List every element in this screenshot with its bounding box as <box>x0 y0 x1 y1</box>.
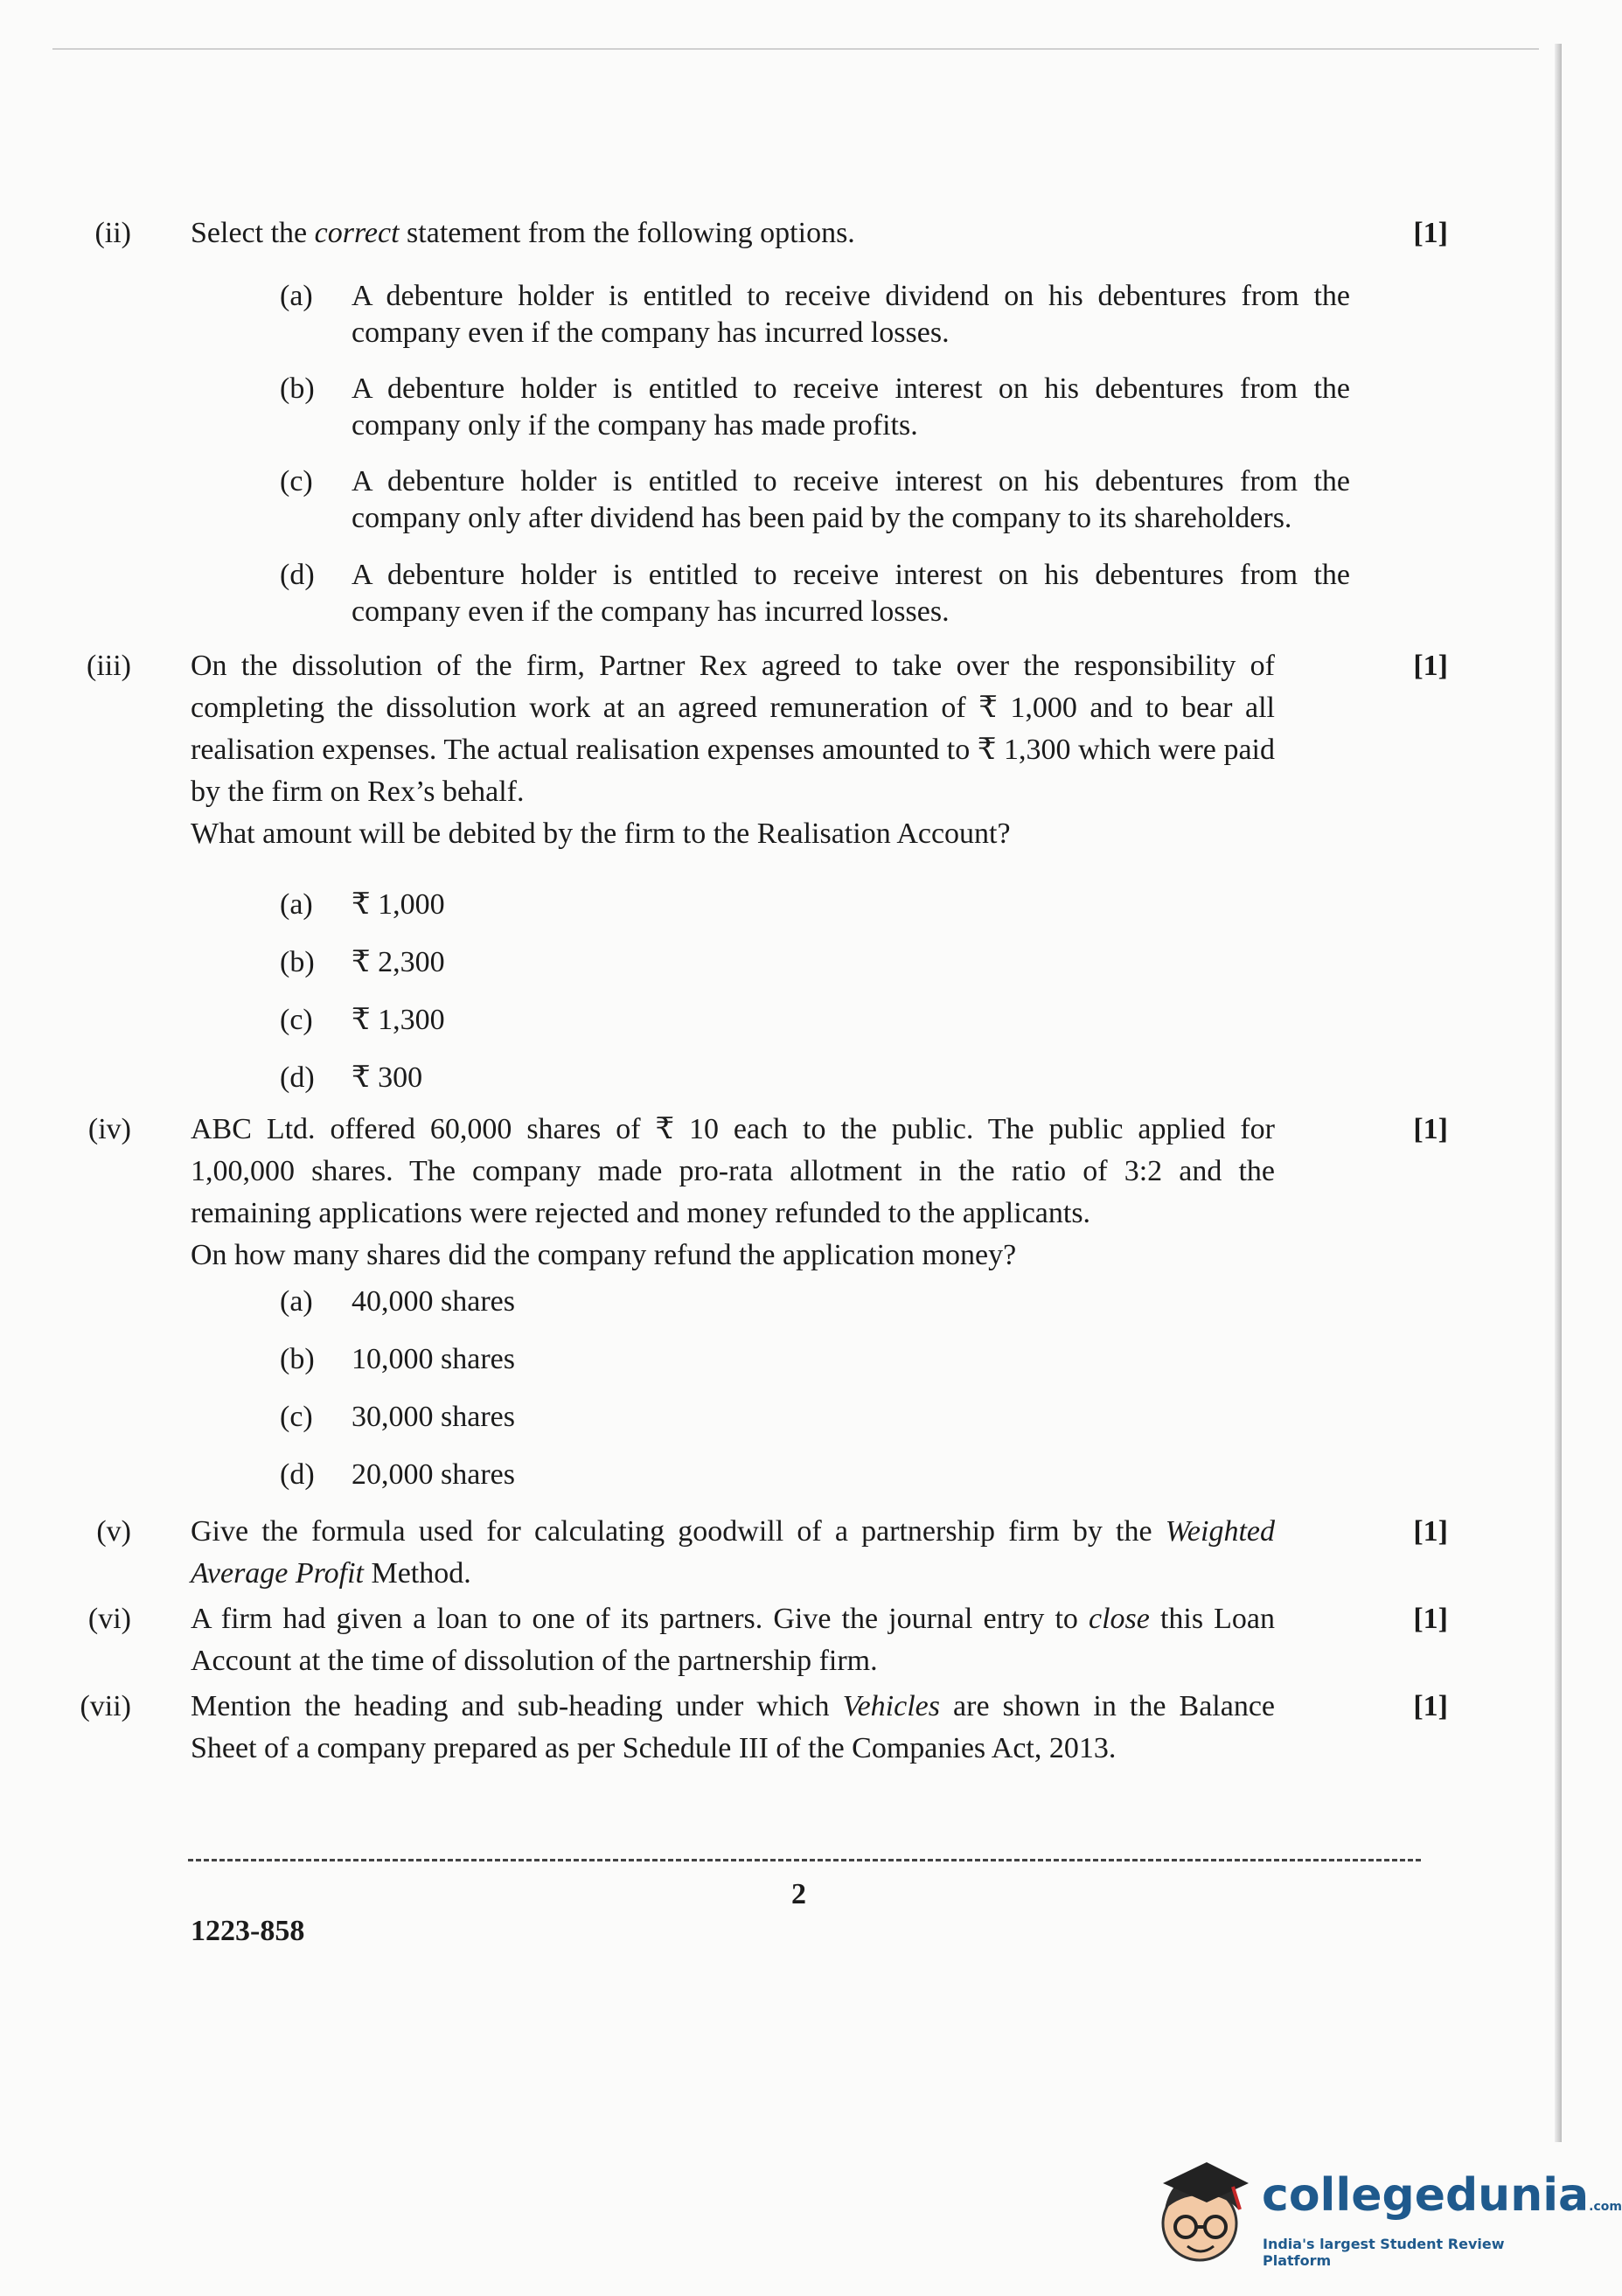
option-label: (b) <box>280 372 315 405</box>
option-text: 10,000 shares <box>352 1343 515 1375</box>
marks: [1] <box>1413 1515 1448 1548</box>
paper-code: 1223-858 <box>191 1915 305 1947</box>
collegedunia-logo <box>1145 2155 1622 2278</box>
question-number: (ii) <box>94 217 131 249</box>
marks: [1] <box>1413 1113 1448 1145</box>
marks: [1] <box>1413 1603 1448 1635</box>
mascot-icon <box>1145 2155 1259 2278</box>
option-label: (a) <box>280 1285 313 1318</box>
question-iii <box>87 645 1448 855</box>
question-prompt: What amount will be debited by the firm to the Realisation Account? <box>191 818 1011 850</box>
page-number: 2 <box>791 1878 806 1910</box>
question-number: (iii) <box>87 650 131 682</box>
option-label: (b) <box>280 1343 315 1375</box>
scan-right-edge <box>1555 44 1562 2142</box>
option-text: A debenture holder is entitled to receive dividend on his debentures from the company even if the company has incurred losses. <box>352 280 1350 349</box>
option-text: ₹ 2,300 <box>352 946 445 978</box>
marks: [1] <box>1413 1690 1448 1722</box>
option-label: (d) <box>280 1458 315 1491</box>
option-label: (a) <box>280 280 313 312</box>
marks: [1] <box>1413 650 1448 682</box>
question-text: Select the correct statement from the following options. <box>191 217 855 249</box>
question-ii <box>94 212 1448 254</box>
question-text: A firm had given a loan to one of its partners. Give the journal entry to close this Loan Account at the time of dissolution of the partnership firm. <box>191 1603 1276 1677</box>
footer-divider <box>188 1859 1421 1861</box>
option-label: (c) <box>280 1004 313 1036</box>
question-vi <box>87 1598 1448 1682</box>
question-text: Give the formula used for calculating goodwill of a partnership firm by the Weighted Average Profit Method. <box>191 1515 1275 1590</box>
scan-top-edge <box>52 48 1539 50</box>
question-v <box>96 1511 1448 1595</box>
question-vii <box>80 1686 1448 1770</box>
question-prompt: On how many shares did the company refund the application money? <box>191 1239 1017 1271</box>
option-text: 20,000 shares <box>352 1458 515 1491</box>
option-label: (c) <box>280 1401 313 1433</box>
option-label: (a) <box>280 888 313 921</box>
option-label: (b) <box>280 946 315 978</box>
option-text: A debenture holder is entitled to receive interest on his debentures from the company only if the company has made profits. <box>352 372 1350 442</box>
question-number: (vii) <box>80 1690 131 1722</box>
option-label: (d) <box>280 1061 315 1094</box>
question-number: (v) <box>96 1515 131 1548</box>
question-text: Mention the heading and sub-heading under which Vehicles are shown in the Balance Sheet of a company prepared as per Schedule III of the Companies Act, 2013. <box>191 1690 1276 1764</box>
question-number: (vi) <box>87 1603 131 1635</box>
brand-tagline: India's largest Student Review Platform <box>1263 2236 1505 2269</box>
option-text: A debenture holder is entitled to receive interest on his debentures from the company even if the company has incurred losses. <box>352 559 1350 628</box>
option-text: ₹ 300 <box>352 1061 423 1094</box>
option-text: A debenture holder is entitled to receive interest on his debentures from the company only after dividend has been paid by the company to its shareholders. <box>352 465 1350 534</box>
option-text: ₹ 1,300 <box>352 1004 445 1036</box>
option-label: (d) <box>280 559 315 591</box>
option-text: ₹ 1,000 <box>352 888 445 921</box>
question-text: ABC Ltd. offered 60,000 shares of ₹ 10 each to the public. The public applied for 1,00,000 shares. The company made pro-rata allotment in the ratio of 3:2 and the remaining applications were rejected and money refunded to the applicants. <box>191 1113 1275 1229</box>
question-text: On the dissolution of the firm, Partner Rex agreed to take over the responsibility of completing the dissolution work at an agreed remuneration of ₹ 1,000 and to bear all realisation expenses. The actual realisation expenses amounted to ₹ 1,300 which were paid by the firm on Rex’s behalf. <box>191 650 1275 808</box>
question-number: (iv) <box>87 1113 131 1145</box>
marks: [1] <box>1413 217 1448 249</box>
option-label: (c) <box>280 465 313 497</box>
brand-name: collegedunia.com <box>1262 2169 1622 2222</box>
option-text: 40,000 shares <box>352 1285 515 1318</box>
question-iv <box>87 1109 1448 1277</box>
option-text: 30,000 shares <box>352 1401 515 1433</box>
